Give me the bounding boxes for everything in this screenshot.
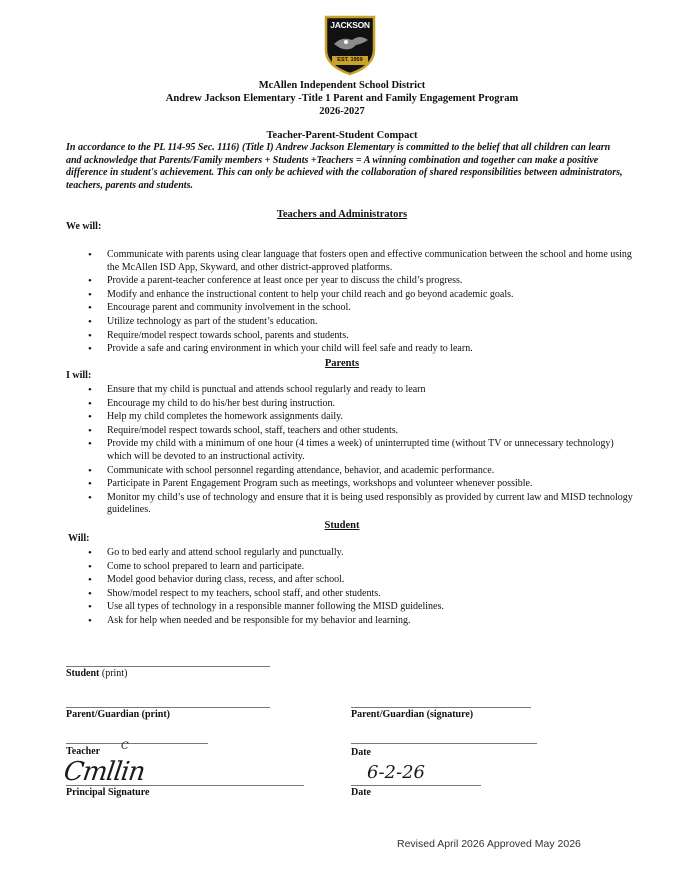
list-item: • Help my child completes the homework assignments daily. [88,411,636,424]
teacher-mark: C [121,741,129,752]
parents-lead: I will: [66,370,92,381]
date-label-2: Date [351,787,371,798]
list-item: • Communicate with school personnel regarding attendance, behavior, and academic performance. [88,465,636,478]
revision-note: Revised April 2026 Approved May 2026 [397,838,581,850]
school-logo [322,14,378,76]
guardian-print-line[interactable] [66,707,270,708]
list-item: • Encourage my child to do his/her best during instruction. [88,398,636,411]
section-heading-parents: Parents [324,358,360,369]
student-lead: Will: [68,533,90,544]
list-item: • Monitor my child’s use of technology and ensure that it is being used responsibly as provided by current law and MISD technology guidelines. [88,492,636,517]
student-print-label: Student (print) [66,668,128,679]
list-item: • Provide a parent-teacher conference at least once per year to discuss the child’s progress. [88,275,633,288]
list-item: • Utilize technology as part of the student’s education. [88,316,633,329]
list-item: • Participate in Parent Engagement Program such as meetings, workshops and volunteer whenever possible. [88,478,636,491]
logo-established: EST. 1959 [337,57,363,63]
list-item: • Ensure that my child is punctual and attends school regularly and ready to learn [88,384,636,397]
guardian-signature-line[interactable] [351,707,531,708]
principal-signature-line[interactable] [66,785,304,786]
list-item: • Provide my child with a minimum of one hour (4 times a week) of uninterrupted time (without TV or unnecessary technology) which will be devoted to an instructional activity. [88,438,636,463]
list-item: • Require/model respect towards school, staff, teachers and other students. [88,425,636,438]
guardian-signature-label: Parent/Guardian (signature) [351,709,474,720]
teachers-list [88,249,633,356]
teacher-label: Teacher [66,746,101,757]
principal-signature-image: Cmllin [61,757,147,787]
guardian-print-label: Parent/Guardian (print) [66,709,170,720]
intro-paragraph: In accordance to the PL 114-95 Sec. 1116) (Title I) Andrew Jackson Elementary is committed to the belief that all children can learn and acknowledge that Parents/Family members + Students +Teachers = A winning combination and together can make a positive difference in student's achievement. This can only be achieved with the collaboration of shared responsibilities between administrators, teachers, parents and students. [66,142,623,191]
section-heading-student: Student [324,520,360,531]
student-list [88,547,636,628]
compact-title: Teacher-Parent-Student Compact [266,130,418,141]
list-item: • Provide a safe and caring environment in which your child will feel safe and ready to learn. [88,343,633,356]
list-item: • Use all types of technology in a responsible manner following the MISD guidelines. [88,601,636,614]
teachers-lead: We will: [66,221,102,232]
list-item: • Come to school prepared to learn and participate. [88,561,636,574]
list-item: • Ask for help when needed and be responsible for my behavior and learning. [88,615,636,628]
principal-signature-label: Principal Signature [66,787,150,798]
logo-wordmark: JACKSON [330,20,370,30]
date-handwritten: 6-2-26 [367,762,425,783]
teacher-line[interactable] [66,743,208,744]
list-item: • Communicate with parents using clear language that fosters open and effective communication between the school and home using the McAllen ISD App, Skyward, and other district-approved platforms. [88,249,633,274]
list-item: • Model good behavior during class, recess, and after school. [88,574,636,587]
list-item: • Require/model respect towards school, parents and students. [88,330,633,343]
date-label-1: Date [351,747,371,758]
school-year: 2026-2027 [319,106,365,117]
list-item: • Go to bed early and attend school regularly and punctually. [88,547,636,560]
district-name: McAllen Independent School District [258,80,426,91]
list-item: • Encourage parent and community involvement in the school. [88,302,633,315]
section-heading-teachers: Teachers and Administrators [276,209,408,220]
list-item: • Show/model respect to my teachers, school staff, and other students. [88,588,636,601]
date-line-2[interactable] [351,785,481,786]
program-name: Andrew Jackson Elementary -Title 1 Parent and Family Engagement Program [165,93,519,104]
date-line-1[interactable] [351,743,537,744]
parents-list [88,384,636,517]
student-signature-line[interactable] [66,666,270,667]
list-item: • Modify and enhance the instructional content to help your child reach and go beyond academic goals. [88,289,633,302]
